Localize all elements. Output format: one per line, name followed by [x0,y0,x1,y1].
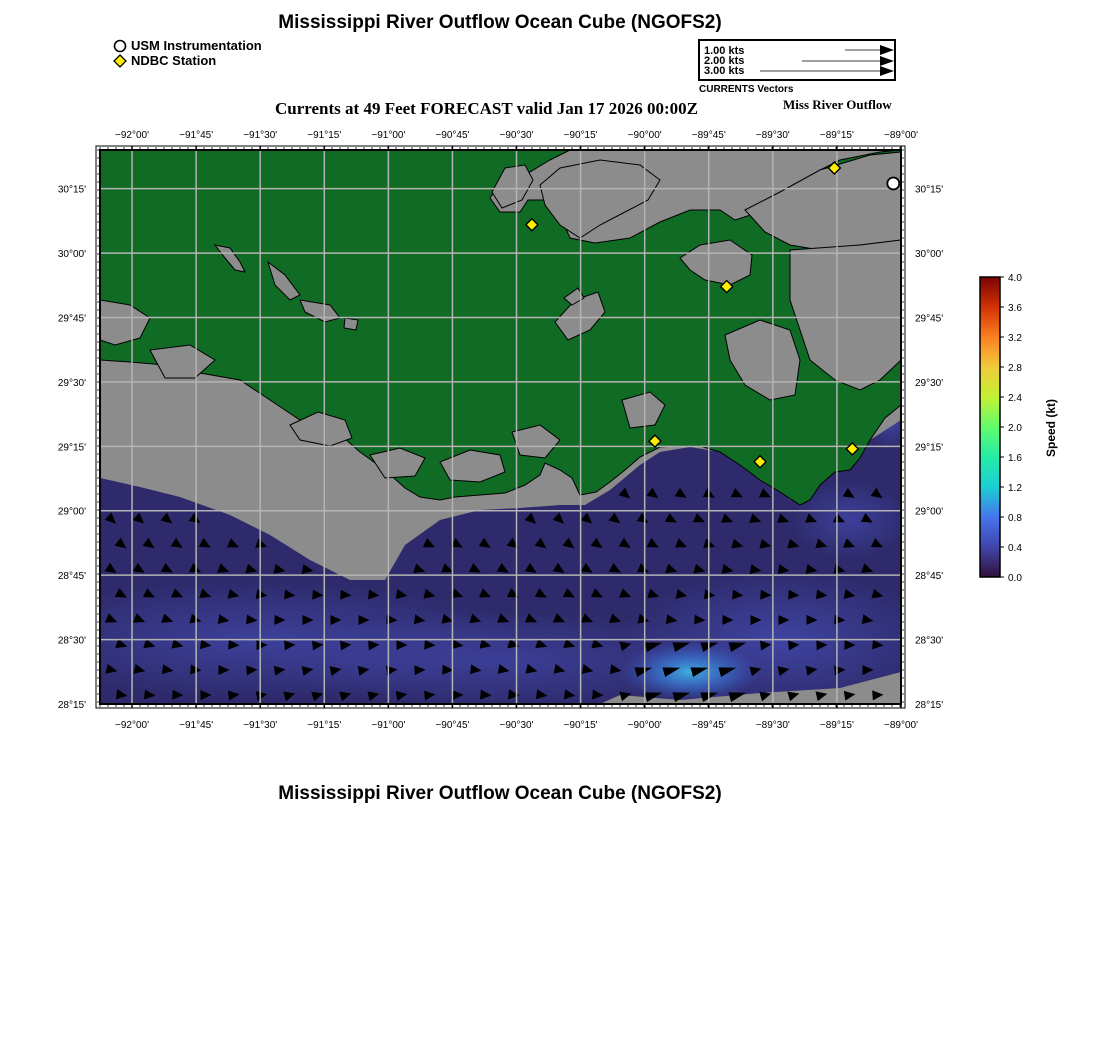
vector-key-row-2: 2.00 kts [704,55,745,67]
lat-tick-label-left: 30°00' [57,249,86,261]
colorbar-tick-label: 1.6 [1008,453,1022,464]
lon-tick-label-bottom: −89°30' [755,720,790,731]
vector-key-row-3: 3.00 kts [704,65,745,77]
lon-tick-label-top: −91°45' [179,130,214,141]
lon-tick-label-bottom: −90°30' [499,720,534,731]
lon-tick-label-bottom: −91°30' [243,720,278,731]
inland-lake [344,318,358,330]
lon-tick-label-top: −89°15' [819,130,854,141]
lon-tick-label-bottom: −89°00' [884,720,918,731]
lon-tick-label-bottom: −91°45' [179,720,214,731]
lon-tick-label-bottom: −90°45' [435,720,470,731]
colorbar-tick-label: 2.0 [1008,423,1022,434]
colorbar-tick-label: 0.8 [1008,513,1022,524]
lat-tick-label-right: 29°15' [915,442,944,454]
vector-key-row-1: 1.00 kts [704,45,745,57]
lat-tick-label-right: 29°45' [915,313,944,325]
colorbar-tick-label: 2.4 [1008,393,1022,404]
page-title: Mississippi River Outflow Ocean Cube (NGOFS2) [278,12,722,33]
lon-tick-label-top: −91°15' [307,130,342,141]
usm-station-marker[interactable] [887,177,899,189]
lon-tick-label-top: −91°30' [243,130,278,141]
colorbar-label: Speed (kt) [1044,398,1058,458]
lon-tick-label-top: −92°00' [115,130,150,141]
region-label: Miss River Outflow [783,97,892,112]
lon-tick-label-bottom: −91°15' [307,720,342,731]
colorbar-tick-label: 3.6 [1008,303,1022,314]
lon-tick-label-top: −90°30' [499,130,534,141]
vector-key-caption: CURRENTS Vectors [699,84,794,95]
lat-tick-label-left: 29°00' [57,506,86,518]
lat-tick-label-left: 28°15' [57,700,86,711]
lon-tick-label-top: −90°45' [435,130,470,141]
colorbar-tick-label: 4.0 [1008,273,1022,284]
lon-tick-label-top: −89°45' [691,130,726,141]
lat-tick-label-left: 28°30' [57,635,86,647]
colorbar-tick-label: 2.8 [1008,363,1022,374]
lon-tick-label-top: −89°30' [755,130,790,141]
lat-tick-label-left: 29°45' [57,313,86,325]
colorbar-tick-label: 0.0 [1008,573,1022,584]
lon-tick-label-bottom: −91°00' [371,720,406,731]
lon-tick-label-top: −90°00' [627,130,662,141]
colorbar [960,268,1080,588]
lon-tick-label-bottom: −92°00' [115,720,150,731]
lon-tick-label-bottom: −90°15' [563,720,598,731]
lon-tick-label-bottom: −89°15' [819,720,854,731]
lat-tick-label-right: 28°45' [915,571,944,583]
lat-tick-label-left: 29°15' [57,442,86,454]
colorbar-gradient [980,277,1000,577]
lon-tick-label-top: −89°00' [884,130,918,141]
lon-tick-label-bottom: −89°45' [691,720,726,731]
colorbar-tick-label: 1.2 [1008,483,1022,494]
colorbar-ticks [1000,273,1022,584]
lat-tick-label-left: 28°45' [57,571,86,583]
lat-tick-label-right: 29°30' [915,377,944,389]
colorbar-tick-label: 3.2 [1008,333,1022,344]
lat-tick-label-right: 28°15' [915,700,944,711]
lat-tick-label-right: 28°30' [915,635,944,647]
colorbar-tick-label: 0.4 [1008,543,1022,554]
lon-tick-label-top: −90°15' [563,130,598,141]
lat-tick-label-left: 29°30' [57,377,86,389]
lat-tick-label-right: 30°00' [915,249,944,261]
lat-tick-label-right: 30°15' [915,184,944,196]
lat-tick-label-right: 29°00' [915,506,944,518]
lon-tick-label-bottom: −90°00' [627,720,662,731]
legend-usm-label: USM Instrumentation [131,38,262,53]
bottom-title: Mississippi River Outflow Ocean Cube (NGOFS2) [278,783,722,804]
legend-ndbc-label: NDBC Station [131,53,217,68]
plot-subtitle: Currents at 49 Feet FORECAST valid Jan 17 2026 00:00Z [275,99,698,118]
lon-tick-label-top: −91°00' [371,130,406,141]
lat-tick-label-left: 30°15' [57,184,86,196]
